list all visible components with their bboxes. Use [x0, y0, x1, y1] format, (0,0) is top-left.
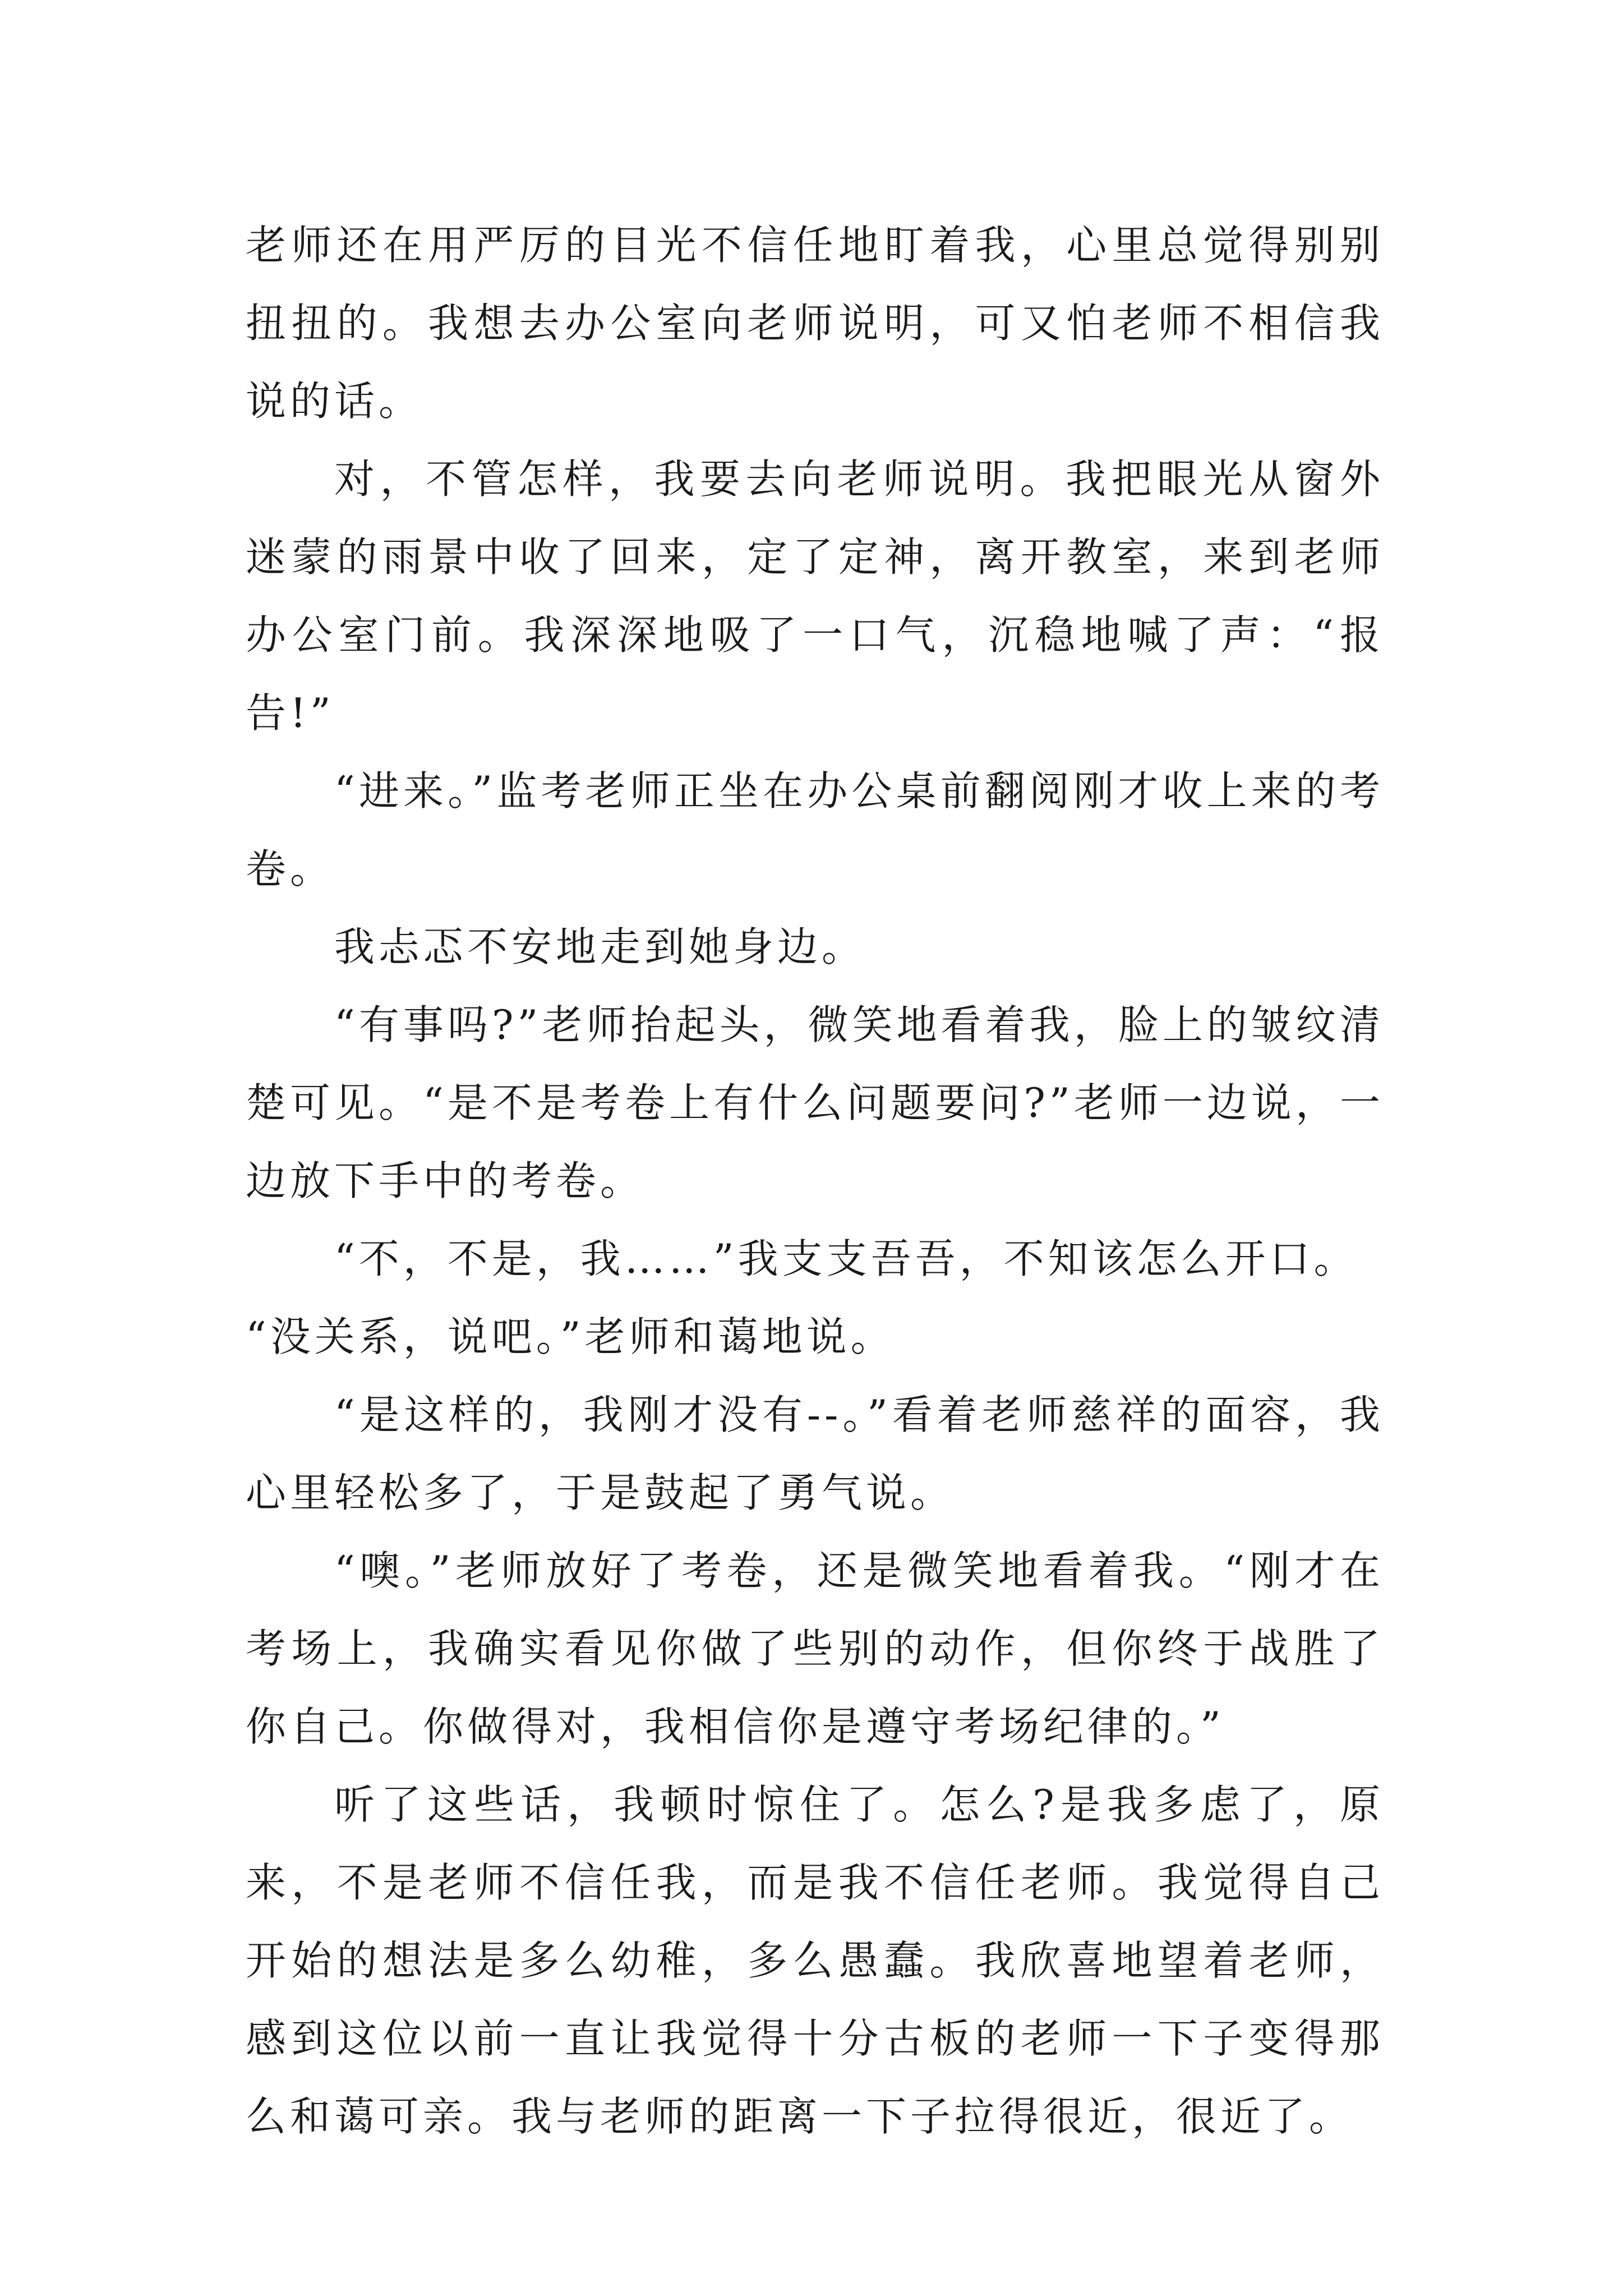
- paragraph-9: “噢。”老师放好了考卷，还是微笑地看着我。“刚才在考场上，我确实看见你做了些别的动作，但你终于战胜了你自己。你做得对，我相信你是遵守考场纪律的。”: [246, 1547, 1384, 1750]
- paragraph-4: 我忐忑不安地走到她身边。: [334, 923, 866, 970]
- paragraph-5: “有事吗?”老师抬起头，微笑地看着我，脸上的皱纹清楚可见。“是不是考卷上有什么问题要问?”老师一边说，一边放下手中的考卷。: [246, 1001, 1384, 1204]
- paragraph-10: 听了这些话，我顿时惊住了。怎么?是我多虑了，原来，不是老师不信任我，而是我不信任老师。我觉得自己开始的想法是多么幼稚，多么愚蠢。我欣喜地望着老师，感到这位以前一直让我觉得十分古板的老师一下子变得那么和蔼可亲。我与老师的距离一下子拉得很近，很近了。: [246, 1781, 1384, 2140]
- paragraph-2: 对，不管怎样，我要去向老师说明。我把眼光从窗外迷蒙的雨景中收了回来，定了定神，离开教室，来到老师办公室门前。我深深地吸了一口气，沉稳地喊了声：“报告!”: [246, 455, 1384, 737]
- document-body: [246, 206, 1384, 2156]
- paragraph-7: “没关系，说吧。”老师和蔼地说。: [246, 1313, 895, 1360]
- paragraph-8: “是这样的，我刚才没有--。”看着老师慈祥的面容，我心里轻松多了，于是鼓起了勇气说。: [246, 1391, 1384, 1516]
- paragraph-3: “进来。”监考老师正坐在办公桌前翻阅刚才收上来的考卷。: [246, 767, 1384, 892]
- paragraph-1: 老师还在用严厉的目光不信任地盯着我，心里总觉得别别扭扭的。我想去办公室向老师说明，可又怕老师不相信我说的话。: [246, 222, 1384, 425]
- paragraph-6: “不，不是，我……”我支支吾吾，不知该怎么开口。: [334, 1235, 1358, 1282]
